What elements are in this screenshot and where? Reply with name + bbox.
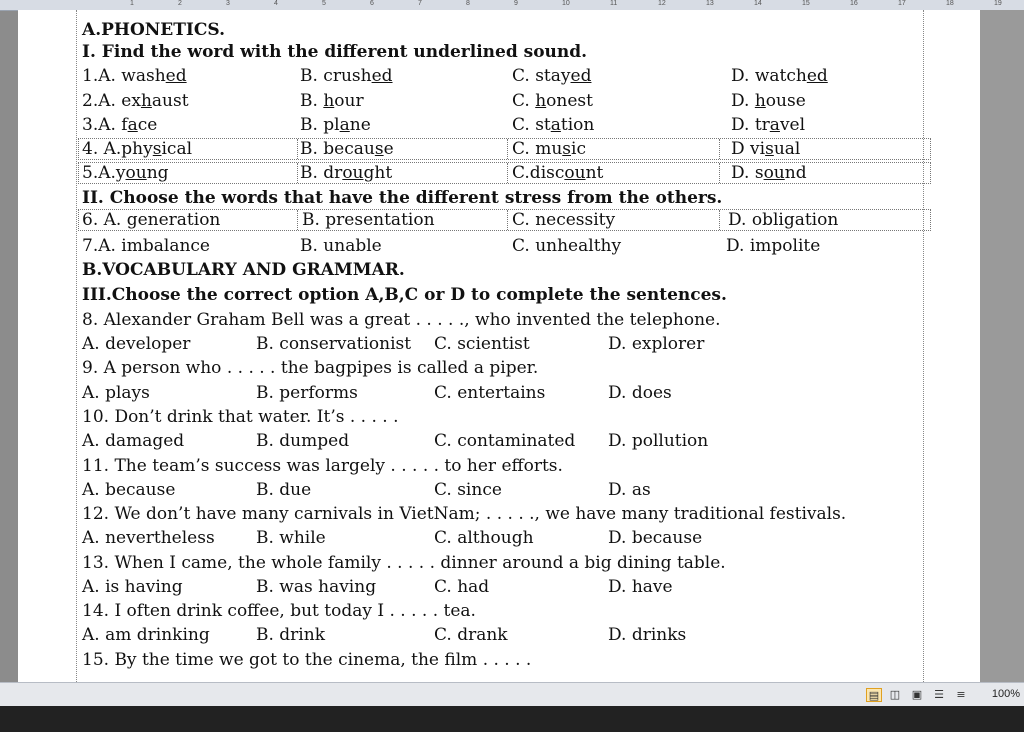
ruler-tick-label: 10 (562, 0, 570, 7)
q3-d-underlined: a (769, 115, 780, 135)
q5-b-rest: ght (363, 163, 393, 183)
cell-divider (297, 139, 298, 159)
q8-option-c: C. scientist (434, 334, 530, 354)
q10-option-a: A. damaged (82, 431, 185, 451)
ruler-tick-label: 16 (850, 0, 858, 7)
q1-option-a (82, 66, 187, 86)
section-a-heading: A.PHONETICS. (82, 20, 225, 40)
q1-b-underlined: ed (371, 66, 393, 86)
q6-option-b: B. presentation (302, 210, 435, 230)
q4-table-row (78, 138, 931, 160)
q2-option-c (512, 91, 593, 111)
q3-d-rest: vel (779, 115, 806, 135)
q3-b-underlined: a (339, 115, 350, 135)
q5-a-rest: ng (146, 163, 169, 183)
ruler-tick-label: 4 (274, 0, 278, 7)
q2-a-text: 2.A. ex (82, 91, 141, 111)
cell-divider (719, 163, 720, 183)
q3-option-a (82, 115, 157, 135)
q3-a-text: 3.A. f (82, 115, 128, 135)
q8-option-b: B. conservationist (256, 334, 412, 354)
q2-b-text: B. (300, 91, 324, 111)
ruler-tick-label: 3 (226, 0, 230, 7)
q2-c-underlined: h (535, 91, 547, 111)
ruler-tick-label: 12 (658, 0, 666, 7)
q1-option-d (731, 66, 828, 86)
q2-d-rest: ouse (765, 91, 806, 111)
q5-option-d (731, 163, 807, 183)
q14-option-d: D. drinks (608, 625, 687, 645)
q2-a-rest: aust (151, 91, 189, 111)
q12-option-a: A. nevertheless (82, 528, 215, 548)
q5-d-rest: nd (784, 163, 807, 183)
cell-divider (507, 163, 508, 183)
web-layout-icon[interactable]: ▣ (911, 688, 923, 701)
q10-stem: 10. Don’t drink that water. It’s . . . . . (82, 407, 399, 427)
q12-stem: 12. We don’t have many carnivals in VietNam; . . . . ., we have many traditional festivals. (82, 504, 847, 524)
q4-option-b (300, 139, 394, 159)
q5-option-c (512, 163, 603, 183)
ruler-tick-label: 11 (610, 0, 618, 7)
q4-a-text: 4. A.phy (82, 139, 153, 159)
q2-option-b (300, 91, 364, 111)
q4-d-rest: ual (773, 139, 801, 159)
q3-a-underlined: a (127, 115, 138, 135)
q4-option-a (82, 139, 192, 159)
q4-c-rest: ic (571, 139, 586, 159)
ruler-tick-label: 7 (418, 0, 422, 7)
q11-option-c: C. since (434, 480, 502, 500)
q5-b-text: B. dr (300, 163, 343, 183)
q4-d-underlined: s (765, 139, 774, 159)
ruler-tick-label: 14 (754, 0, 762, 7)
q5-a-text: 5.A.y (82, 163, 126, 183)
q1-option-b (300, 66, 393, 86)
q5-option-b (300, 163, 392, 183)
zoom-level[interactable]: 100% (991, 688, 1020, 700)
q13-stem: 13. When I came, the whole family . . . . . dinner around a big dining table. (82, 553, 726, 573)
cell-divider (719, 210, 720, 230)
q3-c-text: C. st (512, 115, 551, 135)
q4-c-text: C. mu (512, 139, 563, 159)
q7-option-a: 7.A. imbalance (82, 236, 210, 256)
q8-option-d: D. explorer (608, 334, 705, 354)
q4-a-rest: ical (161, 139, 193, 159)
q7-option-c: C. unhealthy (512, 236, 622, 256)
q5-option-a (82, 163, 169, 183)
cell-divider (297, 210, 298, 230)
ruler-tick-label: 1 (130, 0, 134, 7)
q4-b-rest: e (383, 139, 394, 159)
print-layout-view-icon[interactable]: ▤ (866, 688, 882, 702)
q1-a-underlined: ed (165, 66, 187, 86)
q14-stem: 14. I often drink coffee, but today I . . . . . tea. (82, 601, 476, 621)
q3-b-text: B. pl (300, 115, 340, 135)
q2-a-underlined: h (140, 91, 152, 111)
q12-option-b: B. while (256, 528, 326, 548)
q4-d-text: D vi (731, 139, 766, 159)
q6-option-c: C. necessity (512, 210, 616, 230)
q4-option-c (512, 139, 586, 159)
q3-a-rest: ce (137, 115, 158, 135)
q2-option-d (731, 91, 806, 111)
document-page[interactable] (18, 10, 980, 682)
q2-b-underlined: h (323, 91, 335, 111)
q5-d-underlined: ou (763, 163, 785, 183)
q14-option-b: B. drink (256, 625, 325, 645)
q9-stem: 9. A person who . . . . . the bagpipes is called a piper. (82, 358, 539, 378)
q10-option-b: B. dumped (256, 431, 350, 451)
ruler-tick-label: 19 (994, 0, 1002, 7)
ruler-tick-label: 9 (514, 0, 518, 7)
status-bar (0, 682, 1024, 707)
q3-b-rest: ne (349, 115, 371, 135)
q4-b-underlined: s (374, 139, 384, 159)
section-b-heading: B.VOCABULARY AND GRAMMAR. (82, 260, 405, 280)
part2-title: II. Choose the words that have the different stress from the others. (82, 188, 723, 208)
q5-c-text: C.disc (512, 163, 565, 183)
q1-option-c (512, 66, 591, 86)
q2-c-rest: onest (546, 91, 593, 111)
q9-option-c: C. entertains (434, 383, 546, 403)
q4-b-text: B. becau (300, 139, 375, 159)
q7-option-d: D. impolite (726, 236, 821, 256)
q3-c-underlined: a (550, 115, 561, 135)
q11-stem: 11. The team’s success was largely . . . . . to her efforts. (82, 456, 563, 476)
q5-c-rest: nt (585, 163, 604, 183)
q2-d-text: D. (731, 91, 755, 111)
q3-option-b (300, 115, 371, 135)
cell-divider (507, 139, 508, 159)
q11-option-d: D. as (608, 480, 651, 500)
q2-option-a (82, 91, 189, 111)
q5-c-underlined: ou (564, 163, 586, 183)
q1-c-underlined: ed (570, 66, 592, 86)
q1-b-text: B. crush (300, 66, 372, 86)
q10-option-d: D. pollution (608, 431, 709, 451)
q13-option-b: B. was having (256, 577, 377, 597)
q8-option-a: A. developer (82, 334, 191, 354)
q6-option-a: 6. A. generation (82, 210, 221, 230)
q2-c-text: C. (512, 91, 536, 111)
q3-option-d (731, 115, 805, 135)
q4-option-d (731, 139, 800, 159)
q2-b-rest: our (334, 91, 364, 111)
ruler-tick-label: 15 (802, 0, 810, 7)
q12-option-c: C. although (434, 528, 534, 548)
left-margin-guide (76, 10, 77, 682)
taskbar (0, 706, 1024, 732)
q13-option-c: C. had (434, 577, 490, 597)
part1-title: I. Find the word with the different underlined sound. (82, 42, 588, 62)
cell-divider (719, 139, 720, 159)
q15-stem: 15. By the time we got to the cinema, the film . . . . . (82, 650, 532, 670)
full-screen-reading-icon[interactable]: ◫ (889, 688, 901, 701)
outline-view-icon[interactable]: ☰ (934, 688, 944, 701)
q5-b-underlined: ou (342, 163, 364, 183)
q14-option-a: A. am drinking (82, 625, 210, 645)
q9-option-b: B. performs (256, 383, 358, 403)
q13-option-d: D. have (608, 577, 673, 597)
q11-option-b: B. due (256, 480, 312, 500)
q11-option-a: A. because (82, 480, 176, 500)
q5-d-text: D. s (731, 163, 764, 183)
right-margin-guide (923, 10, 924, 682)
q12-option-d: D. because (608, 528, 703, 548)
q2-d-underlined: h (754, 91, 766, 111)
ruler-tick-label: 8 (466, 0, 470, 7)
ruler-tick-label: 18 (946, 0, 954, 7)
workspace-background (980, 10, 1024, 682)
ruler-tick-label: 5 (322, 0, 326, 7)
q9-option-d: D. does (608, 383, 672, 403)
q4-c-underlined: s (562, 139, 572, 159)
q3-d-text: D. tr (731, 115, 770, 135)
draft-view-icon[interactable]: ≡ (956, 688, 966, 701)
q9-option-a: A. plays (82, 383, 150, 403)
q1-c-text: C. stay (512, 66, 571, 86)
q7-option-b: B. unable (300, 236, 382, 256)
q1-d-text: D. watch (731, 66, 807, 86)
ruler-tick-label: 2 (178, 0, 182, 7)
q5-a-underlined: ou (125, 163, 147, 183)
q14-option-c: C. drank (434, 625, 508, 645)
cell-divider (507, 210, 508, 230)
q1-a-text: 1.A. wash (82, 66, 166, 86)
ruler-tick-label: 17 (898, 0, 906, 7)
cell-divider (297, 163, 298, 183)
q13-option-a: A. is having (82, 577, 183, 597)
q1-d-underlined: ed (806, 66, 828, 86)
q3-c-rest: tion (560, 115, 595, 135)
q8-stem: 8. Alexander Graham Bell was a great . . . . ., who invented the telephone. (82, 310, 721, 330)
q6-option-d: D. obligation (728, 210, 839, 230)
ruler-tick-label: 6 (370, 0, 374, 7)
q10-option-c: C. contaminated (434, 431, 576, 451)
ruler-tick-label: 13 (706, 0, 714, 7)
q4-a-underlined: s (152, 139, 162, 159)
part3-title: III.Choose the correct option A,B,C or D to complete the sentences. (82, 285, 727, 305)
q3-option-c (512, 115, 594, 135)
